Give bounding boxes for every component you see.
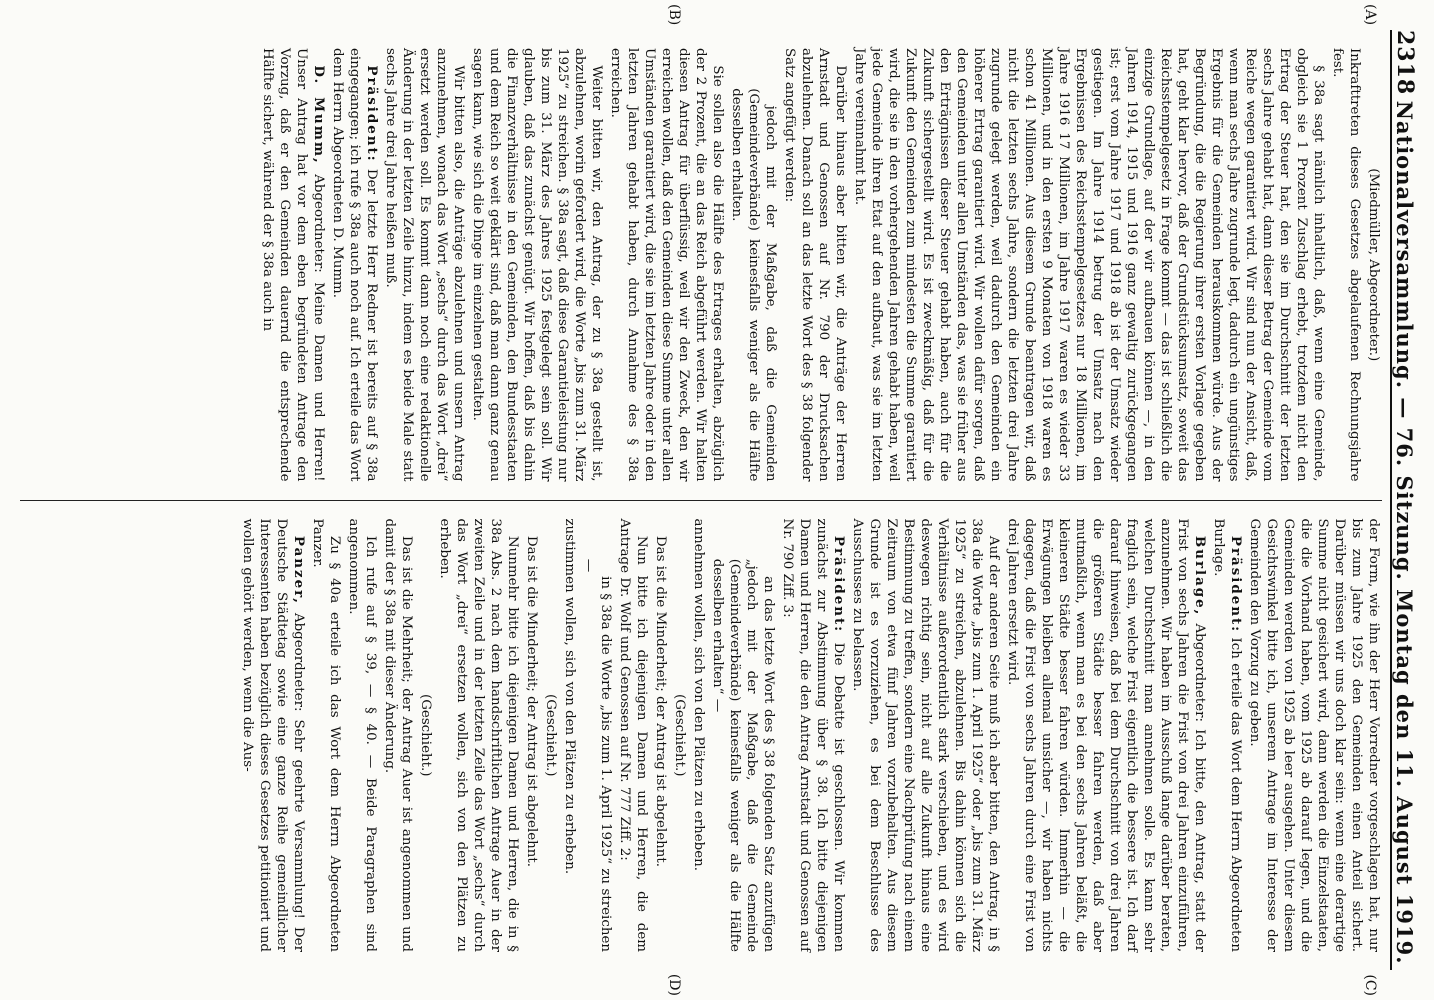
speaker-name: Panzer,	[291, 535, 307, 605]
speaker-name: D. Mumm,	[311, 65, 327, 165]
speech-panzer	[239, 519, 307, 953]
speech-text: Der letzte Herr Redner ist bereits auf § 38a eingegangen; ich rufe § 38a auch noch auf. Ich erteile das Wort dem Herrn Abgeordneten D. Mumm.	[330, 48, 379, 482]
page-number: 2318	[1392, 30, 1418, 96]
paragraph: Weiter bitten wir, den Antrag, der zu § 38a gestellt ist, abzulehnen, worin gefordert wird, die Worte „bis zum 31. März 1925“ zu streichen. § 38a sagt, daß diese Garantieleistung nur bis zum 31. März des Jahres 1925 festgelegt sein soll. Wir glauben, daß das zunächst genügt. Wir hoffen, daß bis dahin die Finanzverhältnisse in den Gemeinden, den Bundesstaaten und dem Reich so weit geklärt sind, daß man dann ganz genau sagen kann, wie sich die Dinge im einzelnen gestalten.	[470, 48, 604, 482]
speaker-name: Präsident:	[831, 535, 847, 634]
paragraph: Darüber hinaus aber bitten wir, die Anträge der Herren Arnstadt und Genossen auf Nr. 790 der Drucksachen abzulehnen. Danach soll an das letzte Wort des § 38 folgender Satz angefügt werden:	[782, 48, 848, 482]
speaker-name: Burlage,	[1192, 535, 1208, 617]
paragraph: Sie sollen also die Hälfte des Ertrages erhalten, abzüglich der 2 Prozent, die an das Reich abgeführt werden. Wir halten diesen Antrag für überflüssig, weil wir den Zweck, den wir erreichen wollen, daß den Gemeinden diese Summe unter allen Umständen garantiert wird, die sie im letzten Jahre oder in den letzten Jahren gehabt haben, durch Annahme des § 38a erreichen.	[608, 48, 725, 482]
stage-direction: (Geschieht.)	[543, 693, 558, 777]
paragraph: Das ist die Minderheit; der Antrag ist abgelehnt.	[524, 535, 539, 868]
stage-direction: (Geschieht.)	[418, 693, 433, 777]
speech-text: Abgeordneter: Sehr geehrte Versammlung! Der Deutsche Städtetag sowie eine ganze Reihe gemeindlicher Interessenten haben bezüglich dieses Gesetzes petitioniert und wollen gehört werden, wenn die Aus-	[240, 518, 306, 952]
paragraph: Nunmehr bitte ich diejenigen Damen und Herren, die in § 38a Abs. 2 nach dem handschriftlichen Antrage Auer in der zweiten Zeile und in der letzten Zeile das Wort „sechs“ durch das Wort „drei“ ersetzen wollen, sich von den Plätzen zu erheben.	[437, 518, 520, 952]
speech-mumm	[259, 48, 327, 482]
margin-marker-b: (B)	[666, 4, 682, 26]
right-column	[20, 501, 1382, 996]
stage-direction: (Geschieht.)	[672, 693, 687, 777]
left-column	[20, 4, 1382, 501]
paragraph: annehmen wollen, sich von den Plätzen zu erheben.	[691, 518, 706, 872]
paragraph: Auf der anderen Seite muß ich aber bitten, den Antrag, in § 38a die Worte „bis zum 1. April 1925“ oder „bis zum 31. März 1925“ zu streichen, abzulehnen. Bis dahin können sich die Verhältnisse außerordentlich stark verschieben, und es wird deswegen richtig sein, nicht auf alle Zukunft hinaus eine Bestimmung zu treffen, sondern eine Nachprüfung nach einem Zeitraum von etwa fünf Jahren vorzubehalten. Aus diesem Grunde ist es vorzuziehen, es bei dem Beschlusse des Ausschusses zu belassen.	[850, 518, 1001, 952]
speech-text: Abgeordneter: Ich bitte, den Antrag, statt der Frist von sechs Jahren die Frist von drei Jahren einzuführen, anzunehmen. Wir haben im Ausschuß lange darüber beraten, welchen Durchschnitt man annehmen solle. Es kann sehr fraglich sein, welche Frist eigentlich die bessere ist. Ich darf darauf hinweisen, daß bei dem Durchschnitt von drei Jahren die größeren Städte besser fahren werden, daß aber mutmaßlich, wenn man es bei den sechs Jahren beläßt, die kleineren Städte besser fahren würden. Immerhin — die Erwägungen bleiben allemal unsicher —, wir haben nichts dagegen, daß die Frist von sechs Jahren durch eine Frist von drei Jahren ersetzt wird.	[1005, 518, 1207, 952]
quoted-amendment: in § 38a die Worte „bis zum 1. April 1925“ zu streichen —	[581, 558, 613, 952]
paragraph: Das ist die Minderheit; der Antrag ist abgelehnt.	[653, 535, 668, 868]
margin-marker-a: (A)	[1362, 4, 1378, 26]
paragraph: Wir bitten also, die Anträge abzulehnen und unsern Antrag anzunehmen, wonach das Wort „sechs“ durch das Wort „drei“ ersetzt werden soll. Es kommt dann noch eine redaktionelle Änderung in der letzten Zeile hinzu, indem es beide Male statt sechs Jahre drei Jahre heißen muß.	[383, 48, 466, 482]
paragraph: Ich rufe auf § 39, — § 40. — Beide Paragraphen sind angenommen.	[346, 518, 378, 952]
paragraph: Das ist die Mehrheit; der Antrag Auer ist angenommen und damit der § 38a mit dieser Änderung.	[382, 518, 414, 952]
quoted-amendment: an das letzte Wort des § 38 folgenden Satz anzufügen „jedoch mit der Maßgabe, daß die Gemeinde (Gemeindeverbände) keinesfalls weniger als die Hälfte desselben erhalten“ —	[710, 558, 776, 952]
speech-text: Abgeordneter: Meine Damen und Herren! Unser Antrag hat vor dem eben begründeten Antrage den Vorzug, daß er den Gemeinden dauernd die entsprechende Hälfte sichert, während der § 38a auch in	[260, 48, 326, 482]
speech-text: Ich erteile das Wort dem Herrn Abgeordneten Burlage.	[1211, 518, 1243, 952]
paragraph: Nun bitte ich diejenigen Damen und Herren, die dem Antrage Dr. Wolf und Genossen auf Nr. 777 Ziff. 2:	[617, 518, 649, 952]
text-columns	[20, 4, 1382, 996]
president-remark	[1210, 519, 1244, 953]
paragraph: § 38a sagt nämlich inhaltlich, daß, wenn eine Gemeinde, obgleich sie 1 Prozent Zuschlag erhebt, trotzdem nicht den Ertrag der Steuer hat, den sie im Durchschnitt der letzten sechs Jahre gehabt hat, dann dieser Betrag der Gemeinde vom Reiche wegen garantiert wird. Wir sind nun der Ansicht, daß, wenn man sechs Jahre zugrunde legt, dadurch ein ungünstiges Ergebnis für die Gemeinden herauskommen würde. Aus der Begründung, die die Regierung ihrer ersten Vorlage gegeben hat, geht klar hervor, daß der Grundstücksumsatz, soweit das Reichsstempelgesetz in Frage kommt — das ist schließlich die einzige Grundlage, auf der wir aufbauen können —, in den Jahren 1914, 1915 und 1916 ganz gewaltig zurückgegangen ist; erst vom Jahre 1917 und 1918 ab ist der Umsatz wieder gestiegen. Im Jahre 1914 betrug der Umsatz nach den Ergebnissen des Reichsstempelgesetzes nur 18 Millionen, im Jahre 1916 17 Millionen, im Jahre 1917 waren es wieder 33 Millionen, und in den ersten 9 Monaten von 1918 waren es schon 41 Millionen. Aus diesem Grunde beantragen wir, daß nicht die letzten sechs Jahre, sondern die letzten drei Jahre zugrunde gelegt werden, weil dadurch den Gemeinden ein höherer Ertrag garantiert wird. Wir wollen dafür sorgen, daß den Gemeinden unter allen Umständen das, was sie früher aus den Erträgnissen dieser Steuer gehabt haben, auch für die Zukunft sichergestellt wird. Es ist zweckmäßig, daß für die Zukunft den Gemeinden zum mindesten die Summe garantiert wird, die sie in den vorhergehenden Jahren gehabt haben, weil jede Gemeinde ihren Etat auf den aufbaut, was sie im letzten Jahre vereinnahmt hat.	[852, 48, 1326, 482]
quoted-amendment: jedoch mit der Maßgabe, daß die Gemeinden (Gemeindeverbände) keinesfalls weniger als die Hälfte desselben erhalten.	[729, 88, 778, 482]
margin-marker-c: (C)	[1362, 974, 1378, 996]
speech-burlage	[1004, 519, 1208, 953]
president-remark	[779, 519, 847, 953]
paragraph: zustimmen wollen, sich von den Plätzen zu erheben.	[562, 518, 577, 875]
speaker-intro: (Miedmüller, Abgeordneter.)	[1366, 168, 1381, 362]
speaker-name: Präsident:	[364, 65, 380, 163]
paragraph: der Form, wie ihn der Herr Vorredner vorgeschlagen hat, nur bis zum Jahre 1925 den Gemeinden einen Anteil sichert. Darüber müssen wir uns doch klar sein: wenn eine derartige Summe nicht gesichert wird, dann werden die Einzelstaaten, die die Vorhand haben, vom 1925 ab darauf legen, und die Gemeinden werden von 1925 ab leer ausgehen. Unter diesem Gesichtswinkel bitte ich, unserem Antrage im Interesse der Gemeinden den Vorzug zu geben.	[1247, 518, 1381, 952]
speaker-name: Präsident:	[1228, 535, 1244, 634]
page-header	[1390, 30, 1426, 970]
paragraph: Inkrafttreten dieses Gesetzes abgelaufenen Rechnungsjahre fest.	[1330, 48, 1362, 482]
president-remark	[329, 48, 380, 482]
margin-marker-d: (D)	[666, 973, 682, 996]
speech-text: Die Debatte ist geschlossen. Wir kommen zunächst zur Abstimmung über § 38. Ich bitte diejenigen Damen und Herren, die den Antrag Arnstadt und Genossen auf Nr. 790 Ziff. 3:	[780, 518, 846, 952]
paragraph: Zu § 40a erteile ich das Wort dem Herrn Abgeordneten Panzer.	[310, 518, 342, 952]
page-title: Nationalversammlung. — 76. Sitzung. Montag den 11. August 1919.	[1392, 100, 1417, 965]
